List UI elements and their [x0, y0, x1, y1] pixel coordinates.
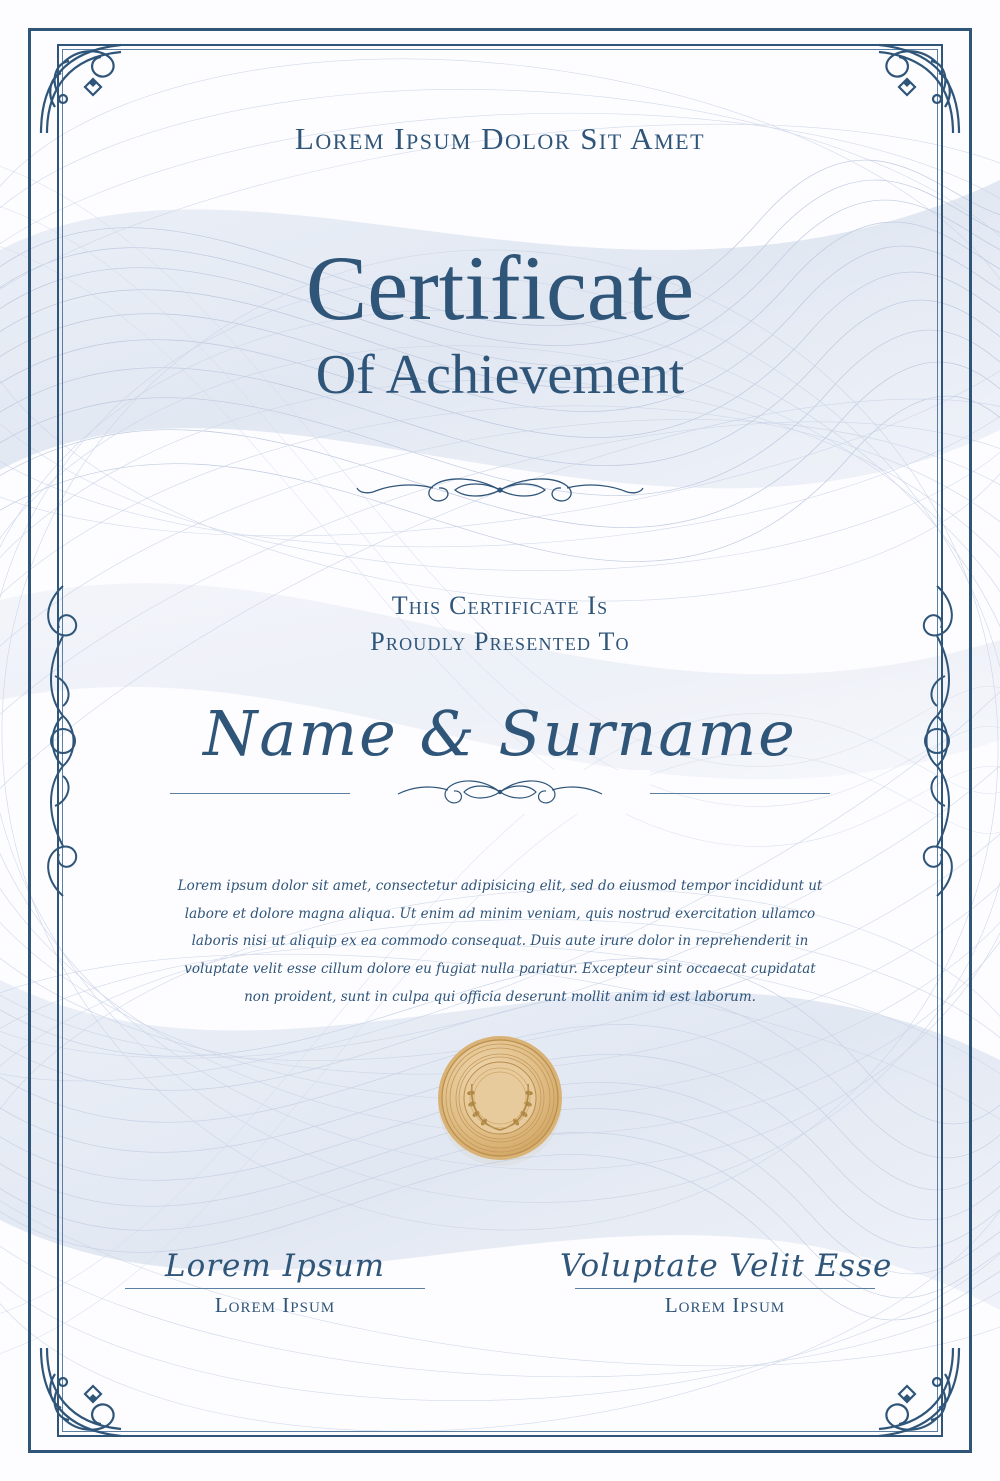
presented-to-text: [0, 588, 1000, 661]
certificate-title: Certificate: [305, 237, 695, 339]
signature-right-rule: [575, 1288, 875, 1289]
recipient-name: Name & Surname: [203, 697, 797, 770]
signature-right-name: Voluptate Velit Esse: [560, 1248, 893, 1284]
signature-block-left: [110, 1248, 440, 1318]
name-flourish-divider-icon: [350, 770, 650, 814]
flourish-divider-icon: [325, 470, 675, 510]
signature-left-rule: [125, 1288, 425, 1289]
signature-right-title: Lorem Ipsum: [664, 1293, 786, 1317]
signature-left-title: Lorem Ipsum: [214, 1293, 336, 1317]
certificate-body-text: Lorem ipsum dolor sit amet, consectetur adipisicing elit, sed do eiusmod tempor incididunt ut labore et dolore magna aliqua. Ut enim ad minim veniam, quis nostrud exercitation ullamco laboris nisi ut aliquip ex ea commodo consequat. Duis aute irure dolor in reprehenderit in voluptate velit esse cillum dolore eu fugiat nulla pariatur. Excepteur sint occaecat cupidatat non proident, sunt in culpa qui officia deserunt mollit anim id est laborum.: [177, 878, 823, 1005]
gold-seal-medallion-icon: [420, 1018, 580, 1178]
certificate-eyebrow: Lorem Ipsum Dolor Sit Amet: [294, 121, 706, 156]
certificate-subtitle: Of Achievement: [315, 344, 685, 406]
signature-left-name: Lorem Ipsum: [164, 1248, 386, 1284]
presented-line-2: Proudly Presented To: [370, 627, 630, 657]
presented-line-1: This Certificate Is: [391, 591, 609, 620]
signature-block-right: [560, 1248, 893, 1318]
